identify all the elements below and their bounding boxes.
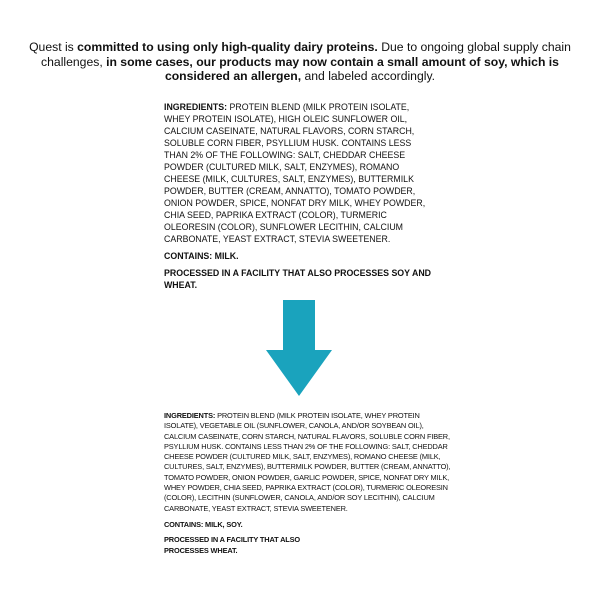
old-ingredient-label (164, 101, 434, 291)
old-ingredients-heading: INGREDIENTS: (164, 102, 228, 112)
old-ingredients-text: PROTEIN BLEND (MILK PROTEIN ISOLATE, WHEY PROTEIN ISOLATE), HIGH OLEIC SUNFLOWER OIL, CALCIUM CASEINATE, NATURAL FLAVORS, CORN STARCH, SOLUBLE CORN FIBER, PSYLLIUM HUSK. CONTAINS LESS THAN 2% OF THE FOLLOWING: SALT, CHEDDAR CHEESE POWDER (CULTURED MILK, SALT, ENZYMES), ROMANO CHEESE (MILK, CULTURES, SALT, ENZYMES), BUTTERMILK POWDER, BUTTER (CREAM, ANNATTO), TOMATO POWDER, ONION POWDER, SPICE, NONFAT DRY MILK, WHEY POWDER, CHIA SEED, PAPRIKA EXTRACT (COLOR), TURMERIC OLEORESIN (COLOR), SUNFLOWER LECITHIN, CALCIUM CARBONATE, YEAST EXTRACT, STEVIA SWEETENER. (164, 102, 426, 244)
notice-bold-1: committed to using only high-quality dairy proteins. (77, 40, 378, 54)
new-ingredient-label (164, 411, 452, 556)
old-facility-statement: PROCESSED IN A FACILITY THAT ALSO PROCESSES SOY AND WHEAT. (164, 268, 432, 290)
old-ingredients-paragraph (164, 101, 434, 245)
old-contains-statement: CONTAINS: MILK. (164, 251, 239, 261)
new-contains-statement: CONTAINS: MILK, SOY. (164, 519, 243, 529)
notice-text-2: Due to ongoing global supply chain challenges, (41, 40, 571, 69)
allergen-notice (14, 40, 586, 84)
new-ingredients-paragraph (164, 411, 452, 514)
new-ingredients-heading: INGREDIENTS: (164, 411, 216, 420)
new-ingredients-text: PROTEIN BLEND (MILK PROTEIN ISOLATE, WHEY PROTEIN ISOLATE), VEGETABLE OIL (SUNFLOWER, CANOLA, AND/OR SOYBEAN OIL), CALCIUM CASEINATE, CORN STARCH, NATURAL FLAVORS, SOLUBLE CORN FIBER, PSYLLIUM HUSK. CONTAINS LESS THAN 2% OF THE FOLLOWING: SALT, CHEDDAR CHEESE POWDER (CULTURED MILK, SALT, ENZYMES), ROMANO CHEESE (MILK, CULTURES, SALT, ENZYMES), BUTTERMILK POWDER, BUTTER (CREAM, ANNATTO), TOMATO POWDER, ONION POWDER, GARLIC POWDER, SPICE, NONFAT DRY MILK, WHEY POWDER, CHIA SEED, PAPRIKA EXTRACT (COLOR), TURMERIC OLEORESIN (COLOR), LECITHIN (SUNFLOWER, CANOLA, AND/OR SOY LECITHIN), CALCIUM CARBONATE, YEAST EXTRACT, STEVIA SWEETENER. (164, 411, 451, 513)
down-arrow-icon (266, 300, 332, 401)
new-facility-statement: PROCESSED IN A FACILITY THAT ALSO PROCESSES WHEAT. (164, 535, 301, 555)
notice-text-3: and labeled accordingly. (301, 69, 436, 83)
notice-bold-2: in some cases, our products may now contain a small amount of soy, which is considered an allergen, (106, 54, 559, 83)
notice-text-1: Quest is (29, 40, 78, 54)
